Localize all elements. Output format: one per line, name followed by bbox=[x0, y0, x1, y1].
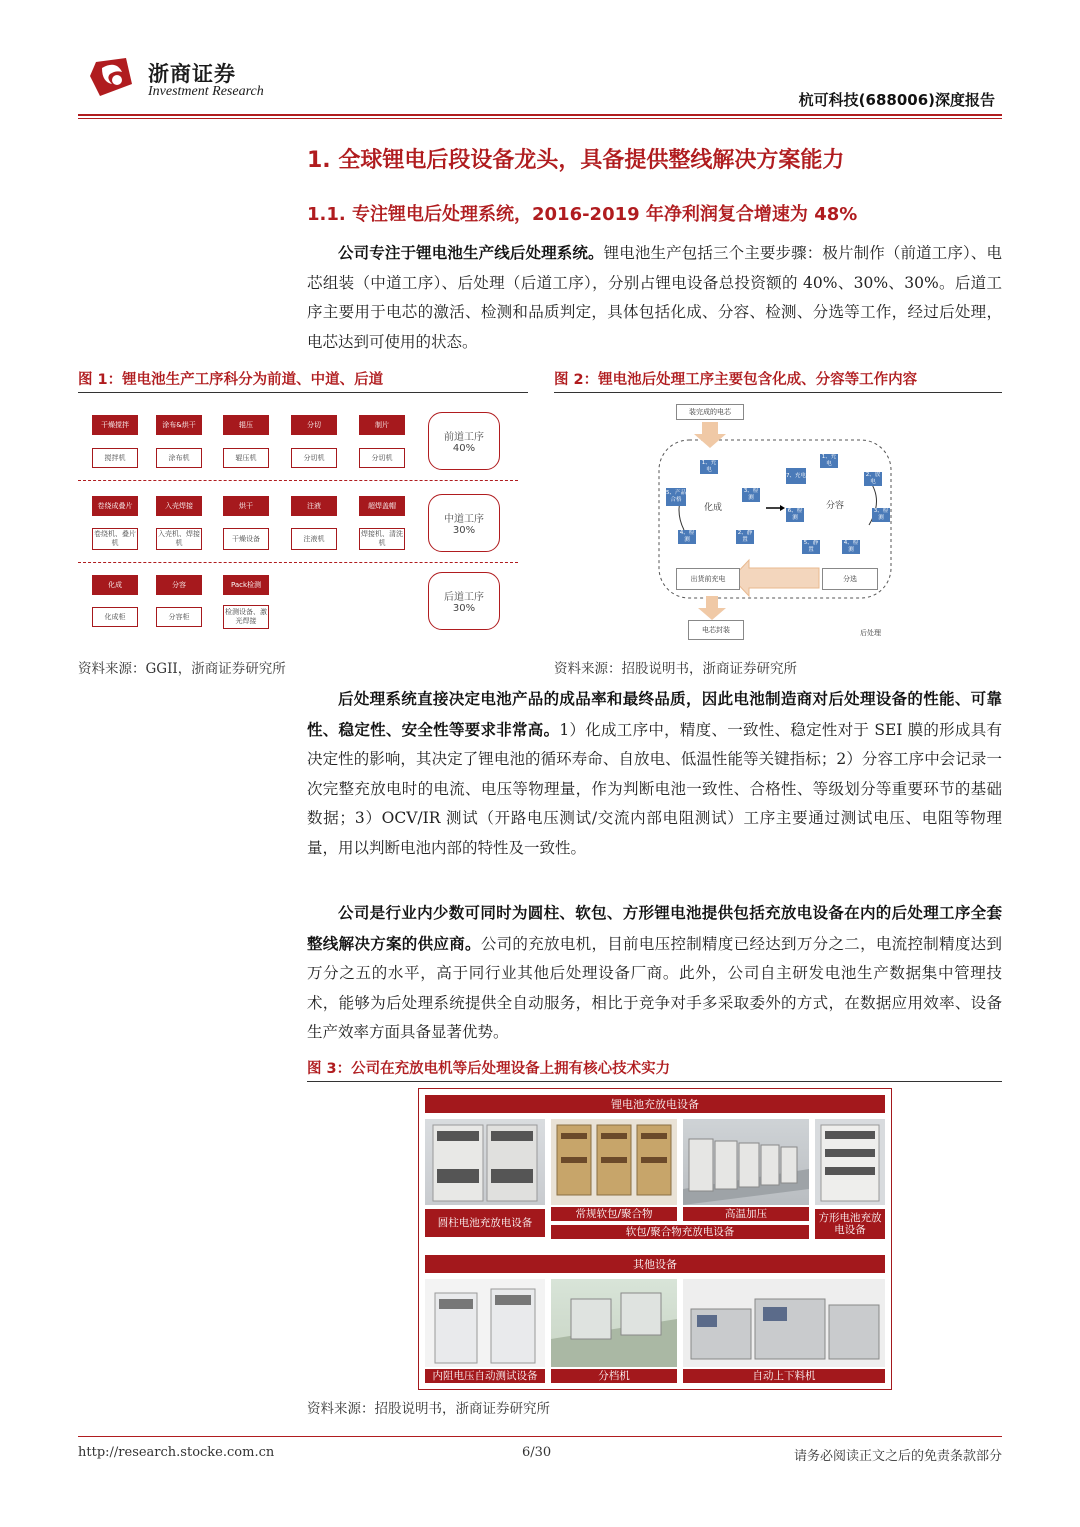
flow-step: 2、放电 bbox=[865, 472, 881, 485]
resistance-tester-photo bbox=[425, 1279, 545, 1367]
sorting-machine-photo bbox=[551, 1279, 677, 1367]
resistance-tester-label: 内阻电压自动测试设备 bbox=[425, 1369, 545, 1383]
stage-name: 前道工序 bbox=[444, 432, 484, 443]
machine-box: 检测设备、激光焊接 bbox=[223, 605, 269, 629]
flow-step: 3、检测 bbox=[743, 488, 759, 501]
figure-1-source: 资料来源：GGII，浙商证券研究所 bbox=[78, 661, 286, 677]
flow-arrows bbox=[654, 400, 904, 645]
logo-text-cn: 浙商证券 bbox=[148, 62, 236, 86]
step-box: 入壳焊接 bbox=[156, 496, 202, 516]
machine-box: 分容柜 bbox=[156, 607, 202, 627]
flow-step: 7、充电 bbox=[786, 468, 806, 484]
footer-url[interactable]: http://research.stocke.com.cn bbox=[78, 1445, 275, 1460]
header-divider bbox=[78, 114, 1002, 116]
stage-divider bbox=[78, 562, 518, 563]
grading-label: 分容 bbox=[826, 501, 845, 511]
step-box: 烘干 bbox=[223, 496, 269, 516]
flow-step: 4、检测 bbox=[843, 540, 859, 553]
machine-box: 涂布机 bbox=[156, 448, 202, 468]
figure-3-caption: 图 3：公司在充放电机等后处理设备上拥有核心技术实力 bbox=[307, 1061, 671, 1077]
regular-pouch-label: 常规软包/聚合物 bbox=[551, 1207, 677, 1221]
step-box: 分切 bbox=[291, 415, 337, 435]
flow-step: 5、产品合格 bbox=[666, 488, 686, 506]
step-box: 干燥搅拌 bbox=[92, 415, 138, 435]
header-divider-thin bbox=[78, 118, 1002, 119]
machine-box: 入壳机、焊接机 bbox=[156, 528, 202, 550]
formation-label: 化成 bbox=[704, 503, 723, 513]
figure-2-caption: 图 2：锂电池后处理工序主要包含化成、分容等工作内容 bbox=[554, 372, 918, 388]
figure-1-caption: 图 1：锂电池生产工序科分为前道、中道、后道 bbox=[78, 372, 384, 388]
figure-2-rule bbox=[554, 392, 1002, 393]
flow-step: 2、静置 bbox=[737, 530, 753, 543]
charging-equipment-band: 锂电池充放电设备 bbox=[425, 1095, 885, 1113]
paragraph-1 bbox=[307, 238, 1002, 357]
stage-name: 后道工序 bbox=[444, 592, 484, 603]
report-title: 杭可科技(688006)深度报告 bbox=[798, 91, 995, 109]
stage-box bbox=[428, 494, 500, 552]
machine-box: 卷绕机、叠片机 bbox=[92, 528, 138, 550]
precharge-box: 出货前充电 bbox=[676, 568, 740, 590]
step-box: 分容 bbox=[156, 575, 202, 595]
stage-box bbox=[428, 412, 500, 470]
prismatic-equipment-photo bbox=[815, 1119, 885, 1205]
figure-1-rule bbox=[78, 392, 528, 393]
stage-divider bbox=[78, 480, 518, 481]
step-box: 注液 bbox=[291, 496, 337, 516]
stage-pct: 30% bbox=[452, 603, 476, 614]
machine-box: 搅拌机 bbox=[92, 448, 138, 468]
paragraph-1-lead: 公司专注于锂电池生产线后处理系统。 bbox=[338, 243, 604, 262]
other-equipment-band: 其他设备 bbox=[425, 1255, 885, 1273]
figure-2-source: 资料来源：招股说明书，浙商证券研究所 bbox=[554, 661, 797, 677]
stage-box bbox=[428, 572, 500, 630]
machine-box: 辊压机 bbox=[223, 448, 269, 468]
machine-box: 干燥设备 bbox=[223, 528, 269, 550]
figure-2-diagram bbox=[654, 400, 904, 645]
stage-pct: 30% bbox=[452, 525, 476, 536]
machine-box: 化成柜 bbox=[92, 607, 138, 627]
flow-step: 3、检测 bbox=[873, 508, 889, 521]
high-temp-press-photo bbox=[683, 1119, 809, 1205]
logo-text-en: Investment Research bbox=[148, 84, 264, 99]
pouch-equipment-photo bbox=[551, 1119, 677, 1205]
flow-step: 1、充电 bbox=[821, 454, 837, 467]
step-box: Pack检测 bbox=[223, 575, 269, 595]
prismatic-equipment-label: 方形电池充放电设备 bbox=[815, 1209, 885, 1239]
auto-loader-label: 自动上下料机 bbox=[683, 1369, 885, 1383]
page-number: 6/30 bbox=[522, 1445, 552, 1460]
footer-disclaimer: 请务必阅读正文之后的免责条款部分 bbox=[793, 1449, 1002, 1464]
high-temp-press-label: 高温加压 bbox=[683, 1207, 809, 1221]
section-heading: 1. 全球锂电后段设备龙头，具备提供整线解决方案能力 bbox=[307, 148, 845, 173]
auto-loader-photo bbox=[683, 1279, 885, 1367]
assembled-cell-box: 装完成的电芯 bbox=[676, 404, 744, 420]
step-box: 卷绕成叠片 bbox=[92, 496, 138, 516]
flow-step: 6、检测 bbox=[787, 508, 803, 521]
machine-box: 分切机 bbox=[291, 448, 337, 468]
step-box: 辊压 bbox=[223, 415, 269, 435]
sorting-box: 分选 bbox=[822, 568, 878, 590]
paragraph-2 bbox=[307, 684, 1002, 863]
cylindrical-equipment-label: 圆柱电池充放电设备 bbox=[425, 1209, 545, 1237]
flow-step: 1、充电 bbox=[701, 460, 717, 473]
cell-packaging-box: 电芯封装 bbox=[688, 620, 744, 640]
stage-pct: 40% bbox=[452, 443, 476, 454]
pouch-equipment-label: 软包/聚合物充放电设备 bbox=[551, 1225, 809, 1239]
subsection-heading: 1.1. 专注锂电后处理系统，2016-2019 年净利润复合增速为 48% bbox=[307, 204, 858, 225]
machine-box: 焊接机、清洗机 bbox=[359, 528, 405, 550]
post-processing-label: 后处理 bbox=[860, 629, 881, 637]
paragraph-3 bbox=[307, 898, 1002, 1048]
footer-divider bbox=[78, 1436, 1002, 1437]
sorting-machine-label: 分档机 bbox=[551, 1369, 677, 1383]
step-box: 制片 bbox=[359, 415, 405, 435]
paragraph-3-lead: 公司是行业内少数可同时为圆柱、软包、方形锂电池提供包括充放电设备在内的后处理工序全套整线解决方案的供应商。 bbox=[307, 903, 1002, 953]
cylindrical-equipment-photo bbox=[425, 1119, 545, 1205]
paragraph-3-body: 公司的充放电机，目前电压控制精度已经达到万分之二，电流控制精度达到万分之五的水平，高于同行业其他后处理设备厂商。此外，公司自主研发电池生产数据集中管理技术，能够为后处理系统提供全自动服务，相比于竞争对手多采取委外的方式，在数据应用效率、设备生产效率方面具备显著优势。 bbox=[307, 934, 1002, 1041]
flow-step: 5、静置 bbox=[803, 540, 819, 553]
flow-step: 4、检测 bbox=[679, 530, 695, 543]
machine-box: 分切机 bbox=[359, 448, 405, 468]
paragraph-2-lead: 后处理系统直接决定电池产品的成品率和最终品质，因此电池制造商对后处理设备的性能、可靠性、稳定性、安全性等要求非常高。 bbox=[307, 689, 1002, 739]
figure-1-diagram bbox=[78, 400, 528, 645]
step-box: 涂布&烘干 bbox=[156, 415, 202, 435]
figure-3-rule bbox=[307, 1081, 1002, 1082]
paragraph-2-body: 1）化成工序中，精度、一致性、稳定性对于 SEI 膜的形成具有决定性的影响，其决定了锂电池的循环寿命、自放电、低温性能等关键指标；2）分容工序中会记录一次完整充放电时的电流、电压等物理量，作为判断电池一致性、合格性、等级划分等重要环节的基础数据；3）OCV/IR 测试（开路电压测试/交流内部电阻测试）工序主要通过测试电压、电阻等物理量，用以判断电池内部的特性及一致性。 bbox=[307, 720, 1002, 857]
machine-box: 注液机 bbox=[291, 528, 337, 550]
paragraph-1-body: 锂电池生产包括三个主要步骤：极片制作（前道工序）、电芯组装（中道工序）、后处理（后道工序），分别占锂电设备总投资额的 40%、30%、30%。后道工序主要用于电芯的激活、检测和品质判定，具体包括化成、分容、检测、分选等工作，经过后处理，电芯达到可使用的状态。 bbox=[307, 244, 1002, 351]
figure-3-source: 资料来源：招股说明书，浙商证券研究所 bbox=[307, 1401, 550, 1417]
step-box: 超焊盖帽 bbox=[359, 496, 405, 516]
logo-icon bbox=[86, 54, 136, 100]
figure-3-panel bbox=[418, 1088, 892, 1390]
stage-name: 中道工序 bbox=[444, 514, 484, 525]
step-box: 化成 bbox=[92, 575, 138, 595]
